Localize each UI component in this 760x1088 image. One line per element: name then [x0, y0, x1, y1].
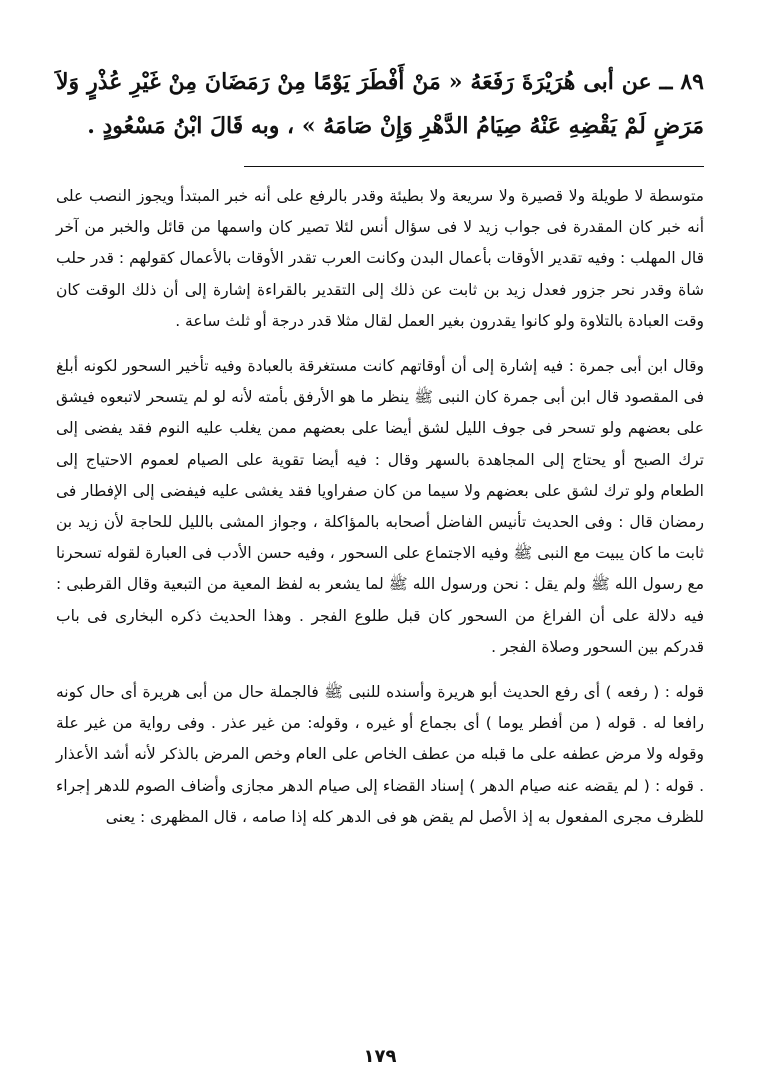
page-number: ١٧٩ [363, 1046, 397, 1067]
commentary-paragraph: وقال ابن أبى جمرة : فيه إشارة إلى أن أوقاتهم كانت مستغرقة بالعبادة وفيه تأخير السحور لكونه أبلغ فى المقصود قال ابن أبى جمرة كان النبى ﷺ ينظر ما هو الأرفق بأمته لأنه لو لم يتسحر لاتبعوه فيشق على بعضهم ولو تسحر فى جوف الليل لشق أيضا على بعضهم ممن يغلب عليه النوم فقد يفضى إلى ترك الصبح أو يحتاج إلى المجاهدة بالسهر وقال : فيه أيضا تقوية على الصيام لعموم الاحتياج إلى الطعام ولو ترك لشق على بعضهم ولا سيما من كان صفراويا فقد يغشى عليه فيفضى إلى الإفطار فى رمضان قال : وفى الحديث تأنيس الفاضل أصحابه بالمؤاكلة ، وجواز المشى بالليل للحاجة لأن زيد بن ثابت ما كان يبيت مع النبى ﷺ وفيه الاجتماع على السحور ، وفيه حسن الأدب فى العبارة لقوله تسحرنا مع رسول الله ﷺ ولم يقل : نحن ورسول الله ﷺ لما يشعر به لفظ المعية من التبعية وقال القرطبى : فيه دلالة على أن الفراغ من السحور كان قبل طلوع الفجر . وهذا الحديث ذكره البخارى فى باب قدركم بين السحور وصلاة الفجر . [56, 357, 704, 656]
commentary-paragraph: متوسطة لا طويلة ولا قصيرة ولا سريعة ولا بطيئة وقدر بالرفع على أنه خبر المبتدأ ويجوز النصب على أنه خبر كان المقدرة فى جواب زيد لا فى سؤال أنس لئلا تصير كان واسمها من قائل والخبر من آخر قال المهلب : وفيه تقدير الأوقات بأعمال البدن وكانت العرب تقدر الأوقات بالأعمال كقولهم : قدر حلب شاة وقدر نحر جزور فعدل زيد بن ثابت عن ذلك إلى التقدير بالقراءة إشارة إلى أن ذلك الوقت كان وقت العبادة بالتلاوة ولو كانوا يقدرون بغير العمل لقال مثلا قدر درجة أو ثلث ساعة . [56, 187, 704, 330]
separator-rule [244, 166, 704, 167]
commentary-body [56, 181, 704, 833]
hadith-text: ٨٩ ــ عن أبى هُرَيْرَةَ رَفَعَهُ « مَنْ أَفْطَرَ يَوْمًا مِنْ رَمَضَانَ مِنْ غَيْرِ عُذْرٍ وَلاَ مَرَضٍ لَمْ يَقْضِهِ عَنْهُ صِيَامُ الدَّهْرِ وَإِنْ صَامَهُ » ، وبه قَالَ ابْنُ مَسْعُودٍ . [56, 69, 704, 139]
commentary-paragraph: قوله : ( رفعه ) أى رفع الحديث أبو هريرة وأسنده للنبى ﷺ فالجملة حال من أبى هريرة أى حال كونه رافعا له . قوله ( من أفطر يوما ) أى بجماع أو غيره ، وقوله: من غير عذر . وفى رواية من غير علة وقوله ولا مرض عطفه على ما قبله من عطف الخاص على العام وخص المرض بالذكر لأنه أشد الأعذار . قوله : ( لم يقضه عنه صيام الدهر ) إسناد القضاء إلى صيام الدهر مجازى وأضاف الصوم للدهر إجراء للظرف مجرى المفعول به إذ الأصل لم يقض هو فى الدهر كله إذا صامه ، قال المظهرى : يعنى [56, 683, 704, 826]
